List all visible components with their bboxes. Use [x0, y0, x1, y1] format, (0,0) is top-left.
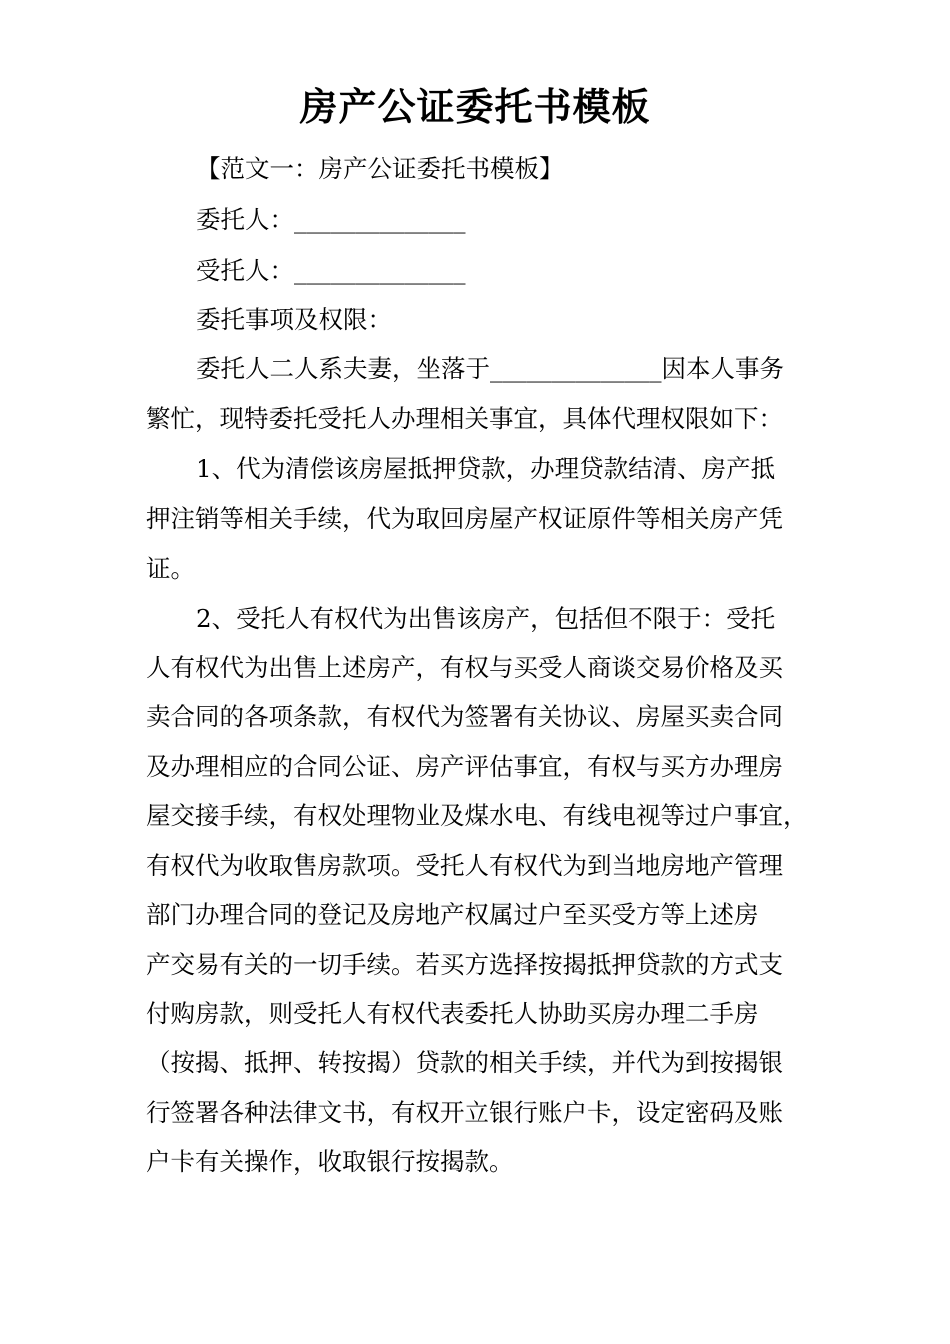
paragraph-line: 繁忙，现特委托受托人办理相关事宜，具体代理权限如下：: [146, 404, 783, 433]
clause-2-line: （按揭、抵押、转按揭）贷款的相关手续，并代为到按揭银: [146, 1048, 783, 1077]
clause-2-line: 产交易有关的一切手续。若买方选择按揭抵押贷款的方式支: [146, 950, 783, 979]
principal-line: 委托人：______________: [196, 205, 466, 234]
paragraph-line: 委托人二人系夫妻，坐落于______________因本人事务: [196, 354, 784, 383]
clause-2-line: 及办理相应的合同公证、房产评估事宜，有权与买方办理房: [146, 752, 783, 781]
clause-2-line: 户卡有关操作，收取银行按揭款。: [146, 1147, 514, 1176]
clause-1-line: 押注销等相关手续，代为取回房屋产权证原件等相关房产凭: [146, 504, 783, 533]
matters-heading: 委托事项及权限：: [196, 305, 392, 334]
clause-2-line: 行签署各种法律文书，有权开立银行账户卡，设定密码及账: [146, 1098, 783, 1127]
clause-2-line: 卖合同的各项条款，有权代为签署有关协议、房屋买卖合同: [146, 702, 783, 731]
clause-2-line: 屋交接手续，有权处理物业及煤水电、有线电视等过户事宜，: [146, 801, 808, 830]
clause-1-line: 证。: [146, 554, 195, 583]
clause-2-line: 人有权代为出售上述房产，有权与买受人商谈交易价格及买: [146, 653, 783, 682]
clause-2-line: 付购房款，则受托人有权代表委托人协助买房办理二手房: [146, 999, 759, 1028]
agent-line: 受托人：______________: [196, 256, 466, 285]
clause-2-line: 部门办理合同的登记及房地产权属过户至买受方等上述房: [146, 900, 759, 929]
clause-1-line: 1、代为清偿该房屋抵押贷款，办理贷款结清、房产抵: [196, 454, 776, 483]
clause-2-line: 2、受托人有权代为出售该房产，包括但不限于：受托: [196, 604, 776, 633]
section-heading: 【范文一：房产公证委托书模板】: [196, 154, 564, 183]
document-title: 房产公证委托书模板: [299, 84, 651, 129]
clause-2-line: 有权代为收取售房款项。受托人有权代为到当地房地产管理: [146, 851, 783, 880]
